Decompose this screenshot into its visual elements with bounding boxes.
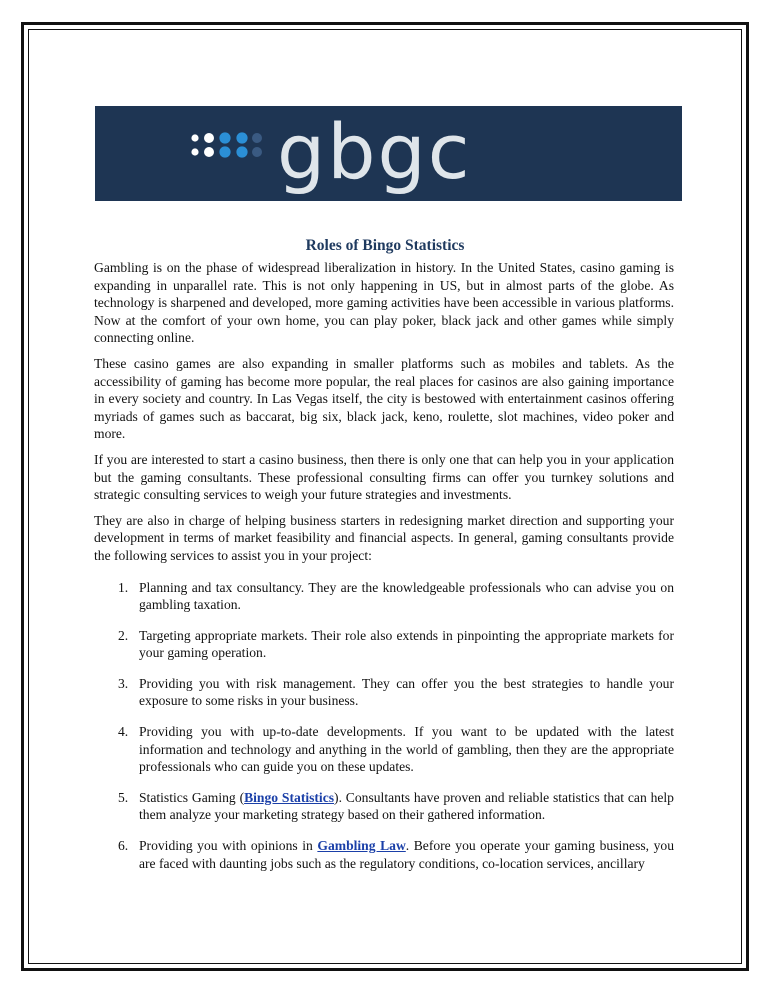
- logo-dot: [191, 134, 198, 141]
- list-item-text-before: Statistics Gaming (: [139, 789, 245, 805]
- list-item: [94, 675, 674, 710]
- list-item-text: Targeting appropriate markets. Their role also extends in pinpointing the appropriate markets for your gaming operation.: [139, 627, 674, 661]
- list-number: 4.: [118, 724, 129, 740]
- list-number: 3.: [118, 675, 129, 691]
- logo-dot: [252, 133, 262, 143]
- list-item-text-after: ). Consultants have proven and reliable statistics that can help them analyze your marketing strategy based on their gathered information.: [139, 789, 674, 823]
- list-number: 1.: [118, 579, 129, 595]
- logo-dot: [252, 147, 262, 157]
- paragraph: They are also in charge of helping business starters in redesigning market direction and supporting your development in terms of market feasibility and financial aspects. In general, gaming consultants provide the following services to assist you in your project:: [94, 512, 674, 563]
- list-number: 2.: [118, 627, 129, 643]
- list-item-text-after: . Before you operate your gaming business, you are faced with daunting jobs such as the regulatory conditions, co-location services, ancillary: [139, 838, 674, 871]
- list-item-text: Providing you with up-to-date developments. If you want to be updated with the latest information and technology and anything in the world of gambling, then they are the appropriate professionals who can guide you on these updates.: [139, 724, 674, 775]
- logo-dot: [219, 132, 230, 143]
- logo-dot: [204, 147, 214, 157]
- logo-wordmark: gbgc: [277, 107, 472, 196]
- logo-dot: [219, 146, 230, 157]
- bingo-statistics-link[interactable]: Bingo Statistics: [244, 789, 335, 805]
- page-title: Roles of Bingo Statistics: [305, 237, 465, 254]
- paragraph: If you are interested to start a casino business, then there is only one that can help you in your application but the gaming consultants. These professional consulting firms can offer you turnkey solutions and strategic consulting services to weigh your future strategies and investments.: [94, 451, 674, 503]
- list-item-text: Providing you with risk management. They can offer you the best strategies to handle your exposure to some risks in your business.: [139, 675, 674, 709]
- list-item: [94, 627, 674, 662]
- logo-dot: [204, 133, 214, 143]
- list-item-text: Planning and tax consultancy. They are the knowledgeable professionals who can advise you on gambling taxation.: [139, 579, 674, 613]
- logo-dot: [191, 148, 198, 155]
- logo-dot: [236, 146, 247, 157]
- services-list: [94, 579, 674, 873]
- paragraph: These casino games are also expanding in smaller platforms such as mobiles and tablets. As the accessibility of gaming has become more popular, the real places for casinos are also gaining importance in every society and country. In Las Vegas itself, the city is bestowed with entertainment casinos offering myriads of games such as baccarat, big six, black jack, keno, roulette, slot machines, video poker and more.: [94, 355, 674, 442]
- logo-dot: [236, 132, 247, 143]
- list-item-text-before: Providing you with opinions in: [139, 838, 318, 854]
- list-item: [94, 789, 674, 824]
- gambling-law-link[interactable]: Gambling Law: [317, 838, 406, 854]
- list-item: [94, 723, 674, 776]
- list-number: 6.: [118, 838, 129, 854]
- list-number: 5.: [118, 789, 129, 805]
- list-item: [94, 579, 674, 614]
- logo-dots-icon: [191, 130, 263, 160]
- paragraph: Gambling is on the phase of widespread liberalization in history. In the United States, casino gaming is expanding in unparallel rate. This is not only happening in US, but in almost parts of the globe. As technology is sharpened and developed, more gaming activities have been accessible in various platforms. Now at the comfort of your own home, you can play poker, black jack and other games while simply connecting online.: [94, 260, 674, 346]
- article-body: [94, 230, 674, 885]
- list-item: [94, 837, 674, 872]
